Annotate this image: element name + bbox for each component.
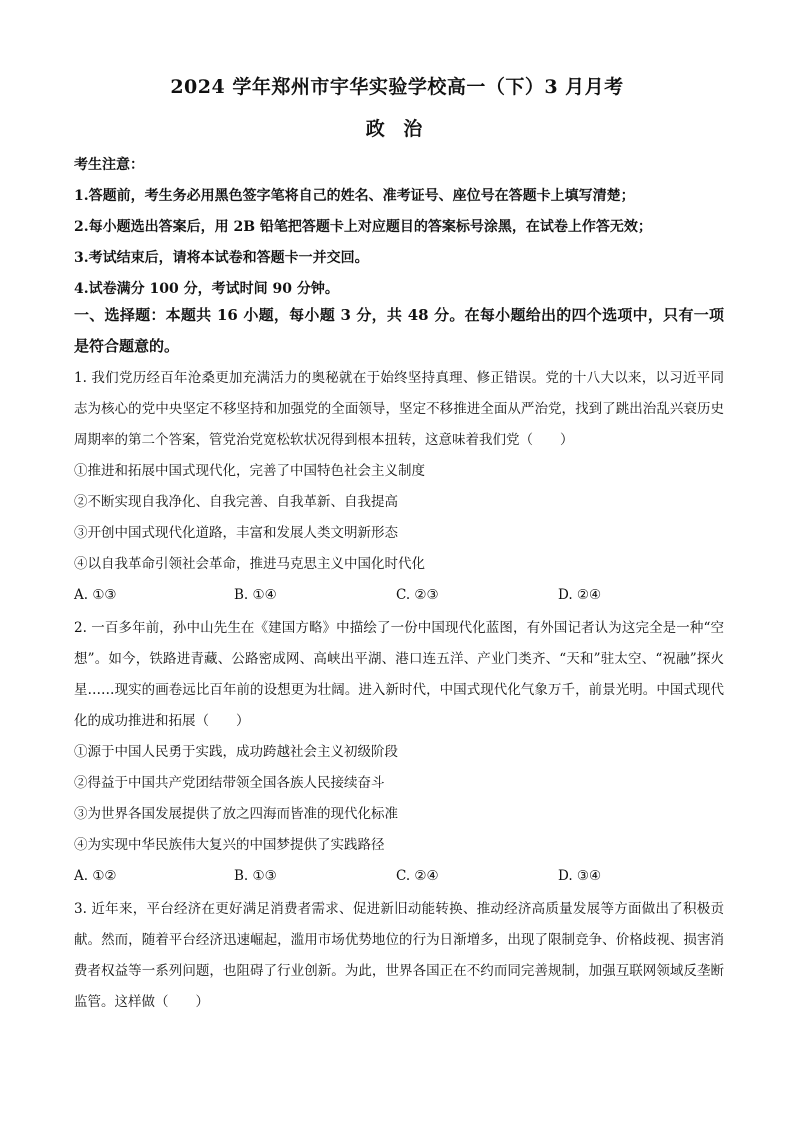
question-stem: 1. 我们党历经百年沧桑更加充满活力的奥秘就在于始终坚持真理、修正错误。党的十八大以来，以习近平同志为核心的党中央坚定不移坚持和加强党的全面领导，坚定不移推进全面从严治党，找到了跳出治乱兴衰历史周期率的第二个答案，管党治党宽松软状况得到根本扭转，这意味着我们党（ ）: [74, 370, 724, 448]
choice-d: D. ③④: [558, 868, 602, 884]
notice-item: 3.考试结束后，请将本试卷和答题卡一并交回。: [74, 250, 369, 266]
notice-item: 1.答题前，考生务必用黑色签字笔将自己的姓名、准考证号、座位号在答题卡上填写清楚；: [74, 188, 635, 204]
statement-option: ①源于中国人民勇于实践，成功跨越社会主义初级阶段: [74, 744, 398, 760]
exam-title: 2024 学年郑州市宇华实验学校高一（下）3 月月考: [170, 76, 624, 98]
answer-choices: [74, 580, 724, 611]
statement-option: ③为世界各国发展提供了放之四海而皆准的现代化标准: [74, 806, 398, 822]
question-1: [74, 363, 724, 611]
notice-item: 2.每小题选出答案后，用 2B 铅笔把答题卡上对应题目的答案标号涂黑，在试卷上作答无效；: [74, 219, 652, 235]
question-2: [74, 613, 724, 892]
choice-d: D. ②④: [558, 587, 602, 603]
question-stem: 3. 近年来，平台经济在更好满足消费者需求、促进新旧动能转换、推动经济高质量发展等方面做出了积极贡献。然而，随着平台经济迅速崛起，滥用市场优势地位的行为日渐增多，出现了限制竞争、价格歧视、损害消费者权益等一系列问题，也阻碍了行业创新。为此，世界各国正在不约而同完善规制，加强互联网领域反垄断监管。这样做（ ）: [74, 901, 724, 1010]
statement-option: ④为实现中华民族伟大复兴的中国梦提供了实践路径: [74, 837, 385, 853]
notice-heading: 考生注意：: [74, 157, 144, 173]
statement-option: ③开创中国式现代化道路，丰富和发展人类文明新形态: [74, 525, 398, 541]
question-3: [74, 894, 724, 1018]
question-stem: 2. 一百多年前，孙中山先生在《建国方略》中描绘了一份中国现代化蓝图，有外国记者认为这完全是一种“空想”。如今，铁路进青藏、公路密成网、高峡出平湖、港口连五洋、产业门类齐、“天和”驻太空、“祝融”探火星……现实的画卷远比百年前的设想更为壮阔。进入新时代，中国式现代化气象万千，前景光明。中国式现代化的成功推进和拓展（ ）: [74, 620, 724, 729]
statement-option: ④以自我革命引领社会革命，推进马克思主义中国化时代化: [74, 556, 425, 572]
choice-a: A. ①②: [74, 868, 117, 884]
choice-c: C. ②③: [396, 587, 439, 603]
section-heading: 一、选择题：本题共 16 小题，每小题 3 分，共 48 分。在每小题给出的四个选项中，只有一项是符合题意的。: [74, 306, 724, 355]
statement-option: ①推进和拓展中国式现代化，完善了中国特色社会主义制度: [74, 463, 425, 479]
statement-option: ②得益于中国共产党团结带领全国各族人民接续奋斗: [74, 775, 385, 791]
statement-option: ②不断实现自我净化、自我完善、自我革新、自我提高: [74, 494, 398, 510]
choice-a: A. ①③: [74, 587, 117, 603]
choice-b: B. ①③: [234, 868, 277, 884]
choice-b: B. ①④: [234, 587, 277, 603]
answer-choices: [74, 861, 724, 892]
choice-c: C. ②④: [396, 868, 439, 884]
exam-notice: [74, 150, 734, 305]
notice-item: 4.试卷满分 100 分，考试时间 90 分钟。: [74, 281, 339, 297]
subject-title: 政 治: [365, 118, 429, 140]
